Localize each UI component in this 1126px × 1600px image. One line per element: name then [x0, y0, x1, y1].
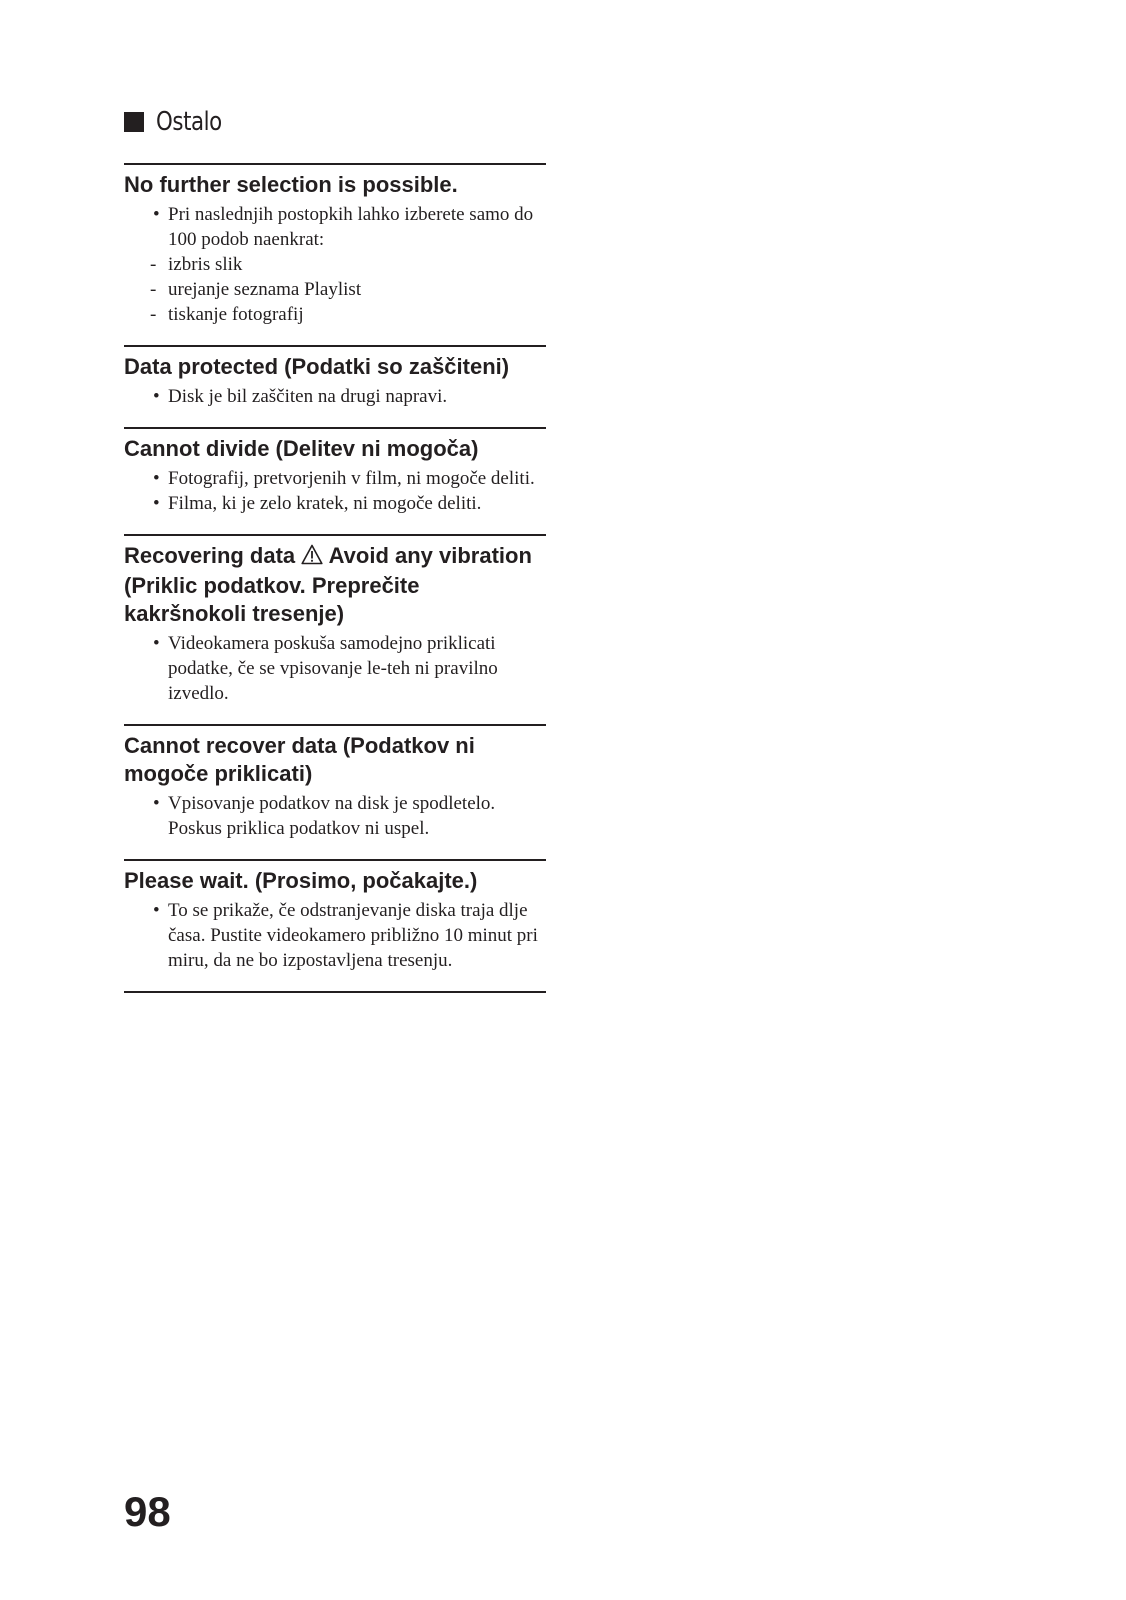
page-number: 98 [124, 1488, 171, 1535]
message-entry [124, 427, 546, 516]
bullet-item: • To se prikaže, če odstranjevanje diska traja dlje časa. Pustite videokamero približno 10 minut pri miru, da ne bo izpostavljena tresenju. [124, 898, 546, 973]
entry-body [124, 631, 546, 706]
dash-item: - izbris slik [124, 252, 546, 277]
entry-title: Data protected (Podatki so zaščiteni) [124, 354, 510, 379]
bullet-item: • Videokamera poskuša samodejno priklicati podatke, če se vpisovanje le-teh ni pravilno izvedlo. [124, 631, 546, 706]
entry-title: Please wait. (Prosimo, počakajte.) [124, 868, 478, 893]
bullet-item: • Vpisovanje podatkov na disk je spodletelo. Poskus priklica podatkov ni uspel. [124, 791, 546, 841]
message-entry [124, 534, 546, 706]
entry-body [124, 202, 546, 327]
entry-title: Cannot divide (Delitev ni mogoča) [124, 436, 479, 461]
entry-body [124, 466, 546, 516]
entry-title-part: Recovering data [124, 543, 296, 568]
bullet-item: • Filma, ki je zelo kratek, ni mogoče deliti. [124, 491, 546, 516]
entry-title: Cannot recover data (Podatkov ni mogoče priklicati) [124, 733, 475, 786]
dash-item: - urejanje seznama Playlist [124, 277, 546, 302]
bullet-item: • Pri naslednjih postopkih lahko izberete samo do 100 podob naenkrat: [124, 202, 546, 252]
section-title: Ostalo [156, 107, 222, 137]
section-heading [124, 104, 236, 140]
message-entry [124, 345, 546, 409]
bullet-item: • Disk je bil zaščiten na drugi napravi. [124, 384, 546, 409]
message-entry [124, 163, 546, 327]
dash-item: - tiskanje fotografij [124, 302, 546, 327]
entry-title-part: Avoid any vibration (Priklic podatkov. Preprečite kakršnokoli tresenje) [124, 543, 532, 626]
message-entry [124, 724, 546, 841]
entry-body [124, 384, 546, 409]
entry-body [124, 791, 546, 841]
warning-triangle-icon [301, 544, 323, 572]
bullet-item: • Fotografij, pretvorjenih v film, ni mogoče deliti. [124, 466, 546, 491]
message-entry [124, 859, 546, 973]
closing-rule [124, 991, 546, 993]
entry-title: No further selection is possible. [124, 172, 458, 197]
entry-body [124, 898, 546, 973]
message-list [124, 163, 546, 993]
filled-square-icon [124, 112, 144, 132]
entry-title [124, 542, 546, 628]
